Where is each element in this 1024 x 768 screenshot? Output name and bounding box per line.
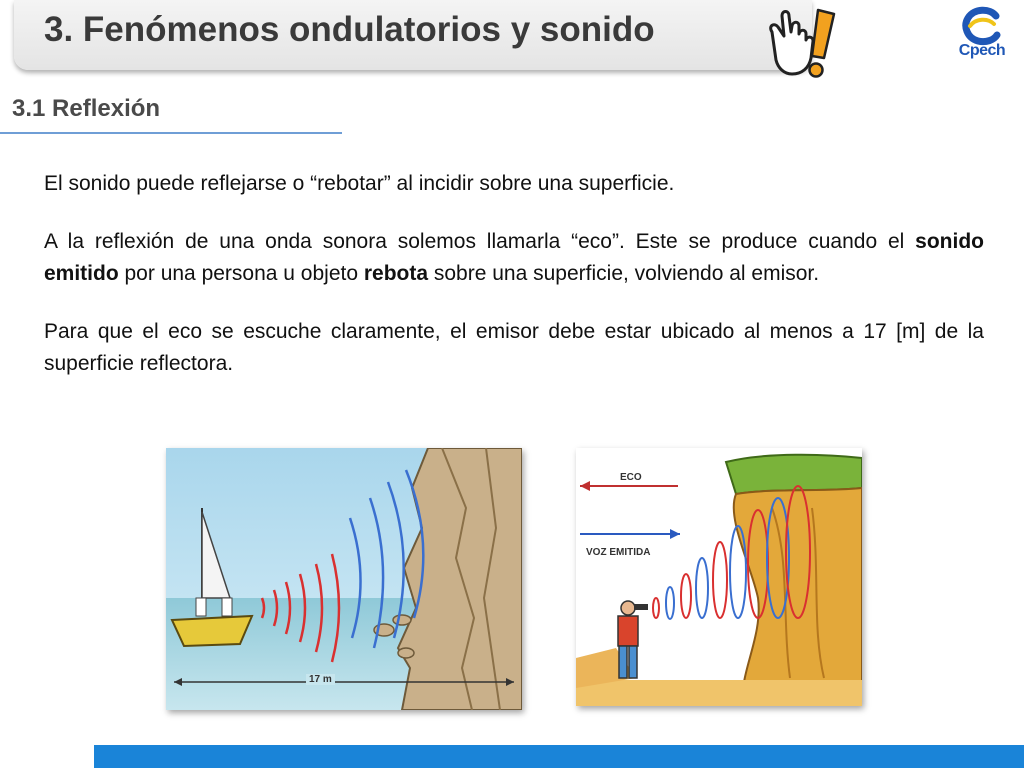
footer-bar bbox=[94, 745, 1024, 768]
logo-text: Cpech bbox=[958, 42, 1006, 59]
paragraph-3: Para que el eco se escuche claramente, el emisor debe estar ubicado al menos a 17 [m] de la superficie reflectora. bbox=[44, 320, 984, 375]
pointing-hand-exclamation-icon bbox=[758, 2, 838, 84]
paragraph-2 bbox=[44, 226, 984, 290]
body-text bbox=[44, 168, 984, 406]
section-divider bbox=[0, 132, 342, 134]
paragraph-2-text-a: A la reflexión de una onda sonora solemos llamarla “eco”. Este se produce cuando el bbox=[44, 230, 916, 253]
bold-sonido-emitido: sonido emitido bbox=[44, 230, 984, 285]
cliff-echo-illustration bbox=[576, 448, 862, 706]
cpech-logo bbox=[950, 6, 1014, 64]
eco-label: ECO bbox=[620, 472, 642, 483]
section-heading: 3.1 Reflexión bbox=[12, 95, 161, 122]
paragraph-1: El sonido puede reflejarse o “rebotar” al incidir sobre una superficie. bbox=[44, 172, 675, 195]
slide-title: 3. Fenómenos ondulatorios y sonido bbox=[44, 10, 655, 49]
bold-rebota: rebota bbox=[363, 262, 429, 285]
paragraph-2-text-d: sobre una superficie, volviendo al emisor. bbox=[428, 262, 820, 285]
voz-emitida-label: VOZ EMITIDA bbox=[586, 547, 651, 558]
paragraph-2-text-c: por una persona u objeto bbox=[118, 262, 364, 285]
distance-label: 17 m bbox=[306, 674, 335, 685]
boat-echo-illustration bbox=[166, 448, 522, 710]
cpech-logo-mark bbox=[950, 6, 1014, 46]
